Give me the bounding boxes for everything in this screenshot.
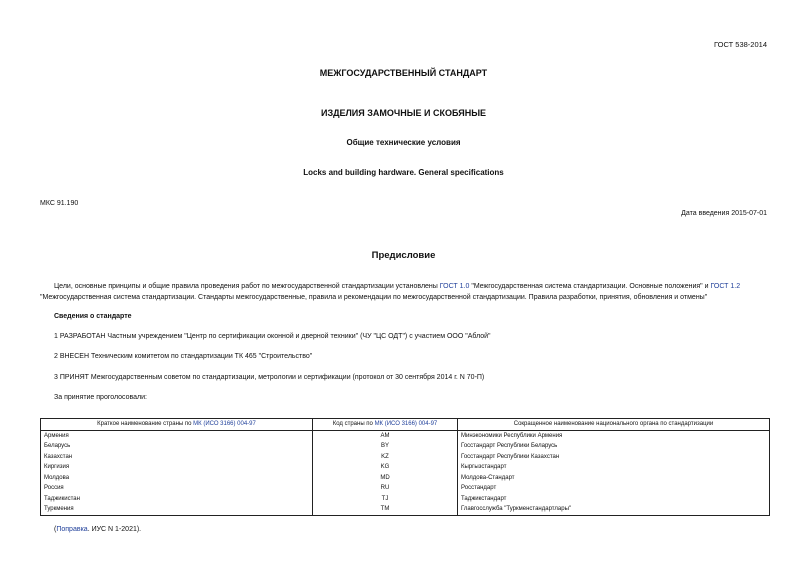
body-cell: Молдова-Стандарт: [458, 473, 770, 484]
agreed-countries-table: [40, 418, 770, 516]
code-cell: TM: [313, 504, 458, 515]
table-row: [41, 452, 770, 463]
code-cell: TJ: [313, 494, 458, 505]
mk-iso-link-1[interactable]: МК (ИСО 3166) 004-97: [193, 421, 256, 427]
country-cell: Киргизия: [41, 462, 313, 473]
standard-type-heading: МЕЖГОСУДАРСТВЕННЫЙ СТАНДАРТ: [319, 68, 488, 78]
table-row: [41, 462, 770, 473]
amendment-link[interactable]: Поправка: [56, 526, 88, 533]
country-cell: Россия: [41, 483, 313, 494]
info-heading: Сведения о стандарте: [54, 313, 132, 320]
standard-title-en: Locks and building hardware. General specifications: [303, 168, 504, 177]
intro-text-2: "Межгосударственная система стандартизации. Основные положения" и: [469, 283, 711, 290]
mk-iso-link-2[interactable]: МК (ИСО 3166) 004-97: [374, 421, 438, 427]
body-cell: Госстандарт Республики Казахстан: [458, 452, 770, 463]
country-cell: Таджикистан: [41, 494, 313, 505]
code-cell: RU: [313, 483, 458, 494]
info-item-1: 1 РАЗРАБОТАН Частным учреждением "Центр по сертификации оконной и дверной техники" (ЧУ "ЦС ОДТ") с участием ООО "Аблой": [54, 333, 491, 340]
standard-title-ru: ИЗДЕЛИЯ ЗАМОЧНЫЕ И СКОБЯНЫЕ: [320, 108, 487, 118]
preface-intro: [40, 281, 770, 303]
info-item-3: 3 ПРИНЯТ Межгосударственным советом по стандартизации, метрологии и сертификации (протокол от 30 сентября 2014 г. N 70-П): [54, 374, 485, 381]
table-row: [41, 483, 770, 494]
code-cell: KG: [313, 462, 458, 473]
code-cell: BY: [313, 441, 458, 452]
table-row: [41, 473, 770, 484]
voted-label: За принятие проголосовали:: [54, 394, 147, 401]
gost-1-0-link[interactable]: ГОСТ 1.0: [439, 283, 470, 290]
header-national-body: Сокращенное наименование национального органа по стандартизации: [458, 419, 770, 431]
info-item-2: 2 ВНЕСЕН Техническим комитетом по стандартизации ТК 465 "Строительство": [54, 353, 313, 360]
body-cell: Кыргызстандарт: [458, 462, 770, 473]
body-cell: Госстандарт Республики Беларусь: [458, 441, 770, 452]
body-cell: Росстандарт: [458, 483, 770, 494]
intro-text-1: Цели, основные принципы и общие правила проведения работ по межгосударственной стандартизации установлены: [54, 283, 440, 290]
table-header-row: [41, 419, 770, 431]
body-cell: Минэкономики Республики Армения: [458, 430, 770, 441]
standard-subtitle-ru: Общие технические условия: [346, 138, 461, 147]
header-country-code: Код страны по МК (ИСО 3166) 004-97: [313, 419, 458, 431]
table-row: [41, 494, 770, 505]
country-cell: Армения: [41, 430, 313, 441]
effective-date: Дата введения 2015-07-01: [681, 210, 767, 217]
table-row: [41, 441, 770, 452]
header-country-name: Краткое наименование страны по МК (ИСО 3166) 004-97: [41, 419, 313, 431]
country-cell: Беларусь: [41, 441, 313, 452]
gost-1-2-link[interactable]: ГОСТ 1.2: [710, 283, 741, 290]
intro-text-3: "Межгосударственная система стандартизации. Стандарты межгосударственные, правила и рекомендации по межгосударственной стандартизации. Правила разработки, принятия, обновления и отмены": [40, 294, 708, 301]
country-cell: Туркмения: [41, 504, 313, 515]
code-cell: MD: [313, 473, 458, 484]
table-row: [41, 430, 770, 441]
body-cell: Главгосслужба "Туркменстандартлары": [458, 504, 770, 515]
document-code: ГОСТ 538-2014: [713, 40, 767, 49]
country-cell: Молдова: [41, 473, 313, 484]
mks-code: МКС 91.190: [40, 200, 79, 207]
code-cell: AM: [313, 430, 458, 441]
body-cell: Таджикстандарт: [458, 494, 770, 505]
table-row: [41, 504, 770, 515]
code-cell: KZ: [313, 452, 458, 463]
preface-heading: Предисловие: [371, 250, 436, 261]
amendment-note: (Поправка. ИУС N 1-2021).: [54, 526, 142, 533]
country-cell: Казахстан: [41, 452, 313, 463]
